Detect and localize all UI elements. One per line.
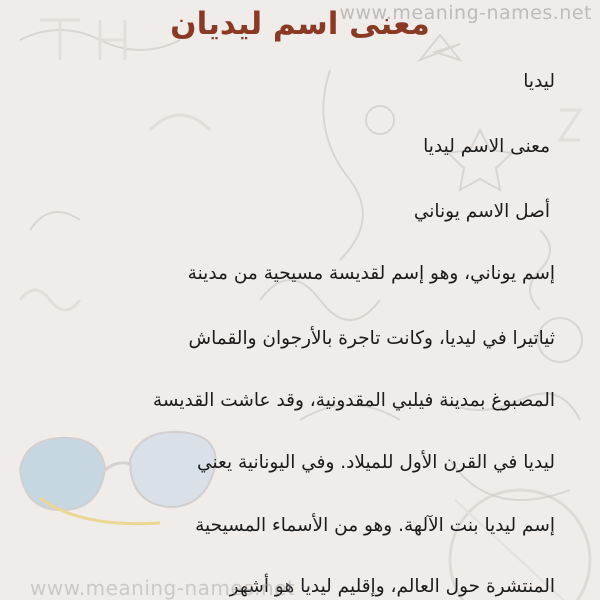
sunglasses-illustration (20, 432, 216, 524)
origin-heading: أصل الاسم يوناني (413, 201, 550, 222)
meaning-heading: معنى الاسم ليديا (423, 136, 550, 157)
description-line: ليديا في القرن الأول للميلاد. وفي اليونانية يعني (197, 452, 555, 473)
watermark-top: www.meaning-names.net (339, 2, 592, 24)
page-title: معنى اسم ليديان (170, 6, 430, 42)
description-line: المصبوغ بمدينة فيلبي المقدونية، وقد عاشت القديسة (152, 390, 555, 411)
description-line: المنتشرة حول العالم، وإقليم ليديا هو أشهر (229, 576, 555, 597)
description-line: إسم يوناني، وهو إسم لقديسة مسيحية من مدينة (187, 263, 555, 284)
description-line: ثياتيرا في ليديا، وكانت تاجرة بالأرجوان والقماش (188, 328, 555, 349)
watermark-bottom: www.meaning-names.net (30, 576, 296, 600)
description-line: إسم ليديا بنت الآلهة. وهو من الأسماء المسيحية (195, 515, 555, 536)
name-line: ليديا (523, 71, 555, 92)
